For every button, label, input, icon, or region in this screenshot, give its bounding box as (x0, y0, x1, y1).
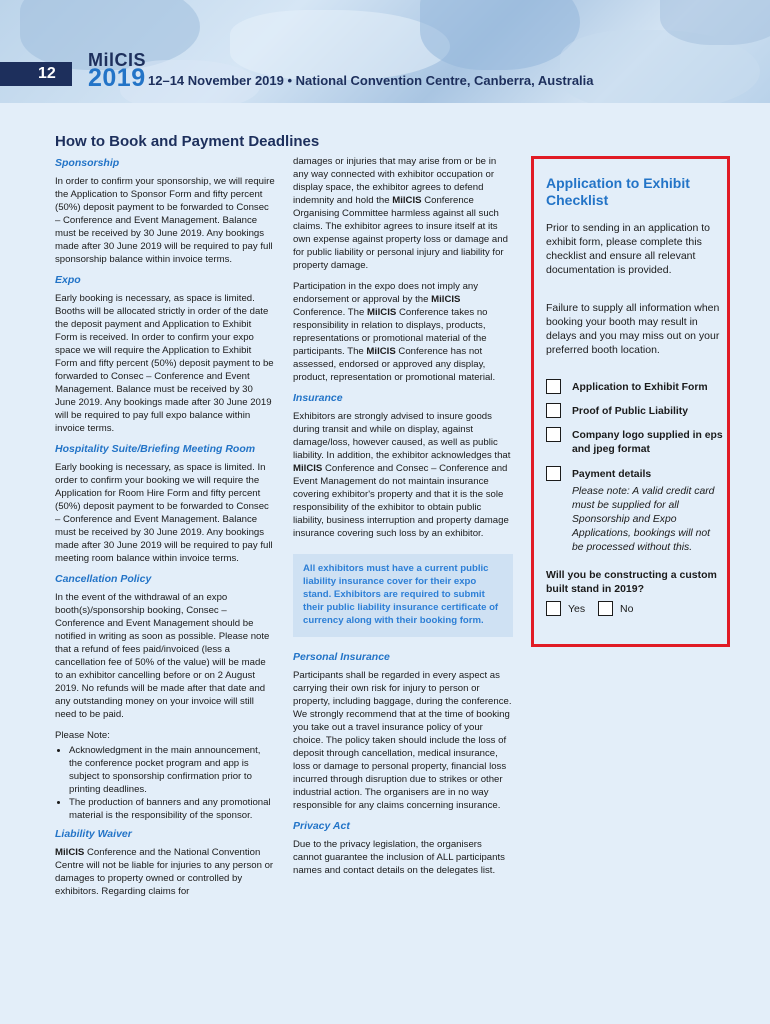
checklist-item-label: Application to Exhibit Form (572, 382, 708, 393)
checklist-item-label: Company logo supplied in eps and jpeg format (572, 430, 723, 455)
list-item: • The production of banners and any promotional material is the responsibility of the sponsor. (69, 796, 275, 822)
text-privacy: Due to the privacy legislation, the organisers cannot guarantee the inclusion of ALL participants names and contact details on the delegates list. (293, 839, 505, 876)
camo-shape (230, 10, 450, 80)
text-expo: Early booking is necessary, as space is limited. Booths will be allocated strictly in order of the date the deposit payment and Application to Exhibit Form is received. In order to confirm your expo space we will require the Application to Exhibit Form and fifty percent (50%) deposit payment to be forwarded to Consec – Conference and Event Management. Balance must be received by 30 June 2019. Any bookings made after 30 June 2019 will be required to pay full expo balance within invoice terms. (55, 293, 274, 434)
checklist-item[interactable] (546, 427, 724, 457)
option-yes-label: Yes (568, 603, 586, 615)
checklist-panel (531, 156, 730, 647)
stand-question: Will you be constructing a custom built stand in 2019? (546, 569, 717, 595)
brand-name: MilCIS (293, 463, 323, 474)
heading-hospitality: Hospitality Suite/Briefing Meeting Room (55, 443, 256, 455)
heading-privacy: Privacy Act (293, 820, 350, 832)
column-left (55, 155, 275, 906)
text-fragment: Exhibitors are strongly advised to insure goods during transit and while on display, against damage/loss, however caused, as well as public liability. In addition, the exhibitor acknowledges that (293, 411, 511, 461)
checklist-title: Application to Exhibit Checklist (546, 175, 690, 208)
payment-note: Please note: A valid credit card must be supplied for all Sponsorship and Expo Applications, bookings will not be processed without this. (572, 486, 715, 553)
camo-shape (660, 0, 770, 45)
text-fragment: Conference and Consec – Conference and Event Management do not maintain insurance covering exhibitor's property and that it is the sole responsibility of the exhibitor to obtain public liability, business interruption and property damage insurance covering such loss by an exhibitor. (293, 463, 509, 539)
text-personal-insurance: Participants shall be regarded in every aspect as carrying their own risk for injury to person or property, including baggage, during the conference. We strongly recommend that at the time of booking you take out a travel insurance policy of your choice. The policy taken should include the loss of deposit through cancellation, medical insurance, loss or damage to personal property, financial loss incurred through disruption due to strikes or other industrial action. The organisers are in no way responsible for any claims concerning insurance. (293, 670, 512, 811)
heading-personal-insurance: Personal Insurance (293, 651, 390, 663)
brand-name: MilCIS (392, 195, 422, 206)
checkbox[interactable] (546, 379, 561, 394)
note-list (55, 744, 275, 822)
logo-text-year: 2019 (88, 64, 146, 92)
text-fragment: Conference. The (293, 307, 367, 318)
logo-text-top: MilCIS (88, 50, 147, 70)
option-no-label: No (620, 603, 634, 615)
checklist-item[interactable] (546, 379, 724, 395)
text-fragment: Conference takes no responsibility in relation to displays, products, representations or promotional material of the participants. The (293, 307, 488, 357)
checklist-item-label: Proof of Public Liability (572, 406, 689, 417)
heading-liability: Liability Waiver (55, 828, 132, 840)
text-participation (293, 280, 513, 384)
checklist-item[interactable] (546, 466, 724, 555)
list-item: • Acknowledgment in the main announcement, the conference pocket program and app is subject to sponsorship confirmation prior to printing deadlines. (69, 744, 275, 796)
text-sponsorship: In order to confirm your sponsorship, we will require the Application to Sponsor Form and fifty percent (50%) deposit payment to be forwarded to Consec – Conference and Event Management. Balance must be received by 30 June 2019. Any bookings made after 30 June 2019 will be required to pay full sponsorship balance within invoice terms. (55, 176, 275, 265)
page-number: 12 (0, 62, 72, 86)
text-liability-body: Conference and the National Convention Centre will not be liable for injuries to any person or damages to property owned or controlled by exhibitors. Regarding claims for (55, 847, 274, 897)
heading-expo: Expo (55, 274, 81, 286)
text-fragment: Participation in the expo does not imply any endorsement or approval by the (293, 281, 479, 305)
text-fragment: damages or injuries that may arise from or be in any way connected with exhibitor occupation or display space, the exhibitor agrees to defend indemnity and hold the (293, 156, 497, 206)
heading-cancellation: Cancellation Policy (55, 573, 152, 585)
brand-name: MilCIS (431, 294, 461, 305)
checklist-intro: Prior to sending in an application to exhibit form, please complete this checklist and ensure all relevant documentation is provided. (546, 222, 711, 276)
event-line: 12–14 November 2019 • National Convention Centre, Canberra, Australia (148, 73, 594, 88)
camo-shape (420, 0, 580, 70)
please-note-label: Please Note: (55, 730, 110, 741)
text-liability (55, 846, 275, 898)
checklist-warning: Failure to supply all information when booking your booth may result in delays and you may miss out on your preferred booth location. (546, 302, 720, 356)
text-insurance (293, 410, 513, 540)
column-middle (293, 155, 513, 885)
checkbox[interactable] (546, 601, 561, 616)
heading-sponsorship: Sponsorship (55, 157, 120, 169)
brand-name: MilCIS (55, 847, 85, 858)
text-hospitality: Early booking is necessary, as space is limited. In order to confirm your booking we will require the Application for Room Hire Form and fifty percent (50%) deposit payment to be forwarded to Consec – Conference and Event Management. Balance must be received by 30 June 2019. Any bookings made after 30 June 2019 will be required to pay full meeting room balance within invoice terms. (55, 462, 273, 564)
text-liability-continued (293, 155, 513, 272)
brand-name: MilCIS (366, 307, 397, 318)
brand-name: MilCIS (366, 346, 396, 357)
checkbox[interactable] (546, 427, 561, 442)
heading-insurance: Insurance (293, 392, 343, 404)
checkbox[interactable] (598, 601, 613, 616)
page-title: How to Book and Payment Deadlines (55, 133, 320, 150)
checklist-item-label: Payment details (572, 469, 652, 480)
text-cancellation: In the event of the withdrawal of an expo booth(s)/sponsorship booking, Consec – Conference and Event Management should be notified in writing as soon as possible. Please note that a refund of fees paid/invoiced (less a cancellation fee of 50% of the value) will be made to an exhibitor cancelling before or on 2 August 2019. No refunds will be made after that date and any outstanding money on your invoice will still need to be paid. (55, 592, 270, 720)
insurance-callout: All exhibitors must have a current public liability insurance cover for their expo stand. Exhibitors are required to submit their public liability insurance certificate of currency along with their booking form. (293, 554, 513, 637)
checklist-item[interactable] (546, 403, 724, 419)
checkbox[interactable] (546, 466, 561, 481)
text-fragment: Conference Organising Committee harmless against all such claims. The exhibitor agrees to insure itself at its own expense against property loss or damage and for public liability or personal injury and liability for property damage. (293, 195, 508, 271)
checkbox[interactable] (546, 403, 561, 418)
text-fragment: Conference has not assessed, endorsed or approved any display, product, representation or promotional material. (293, 346, 496, 383)
